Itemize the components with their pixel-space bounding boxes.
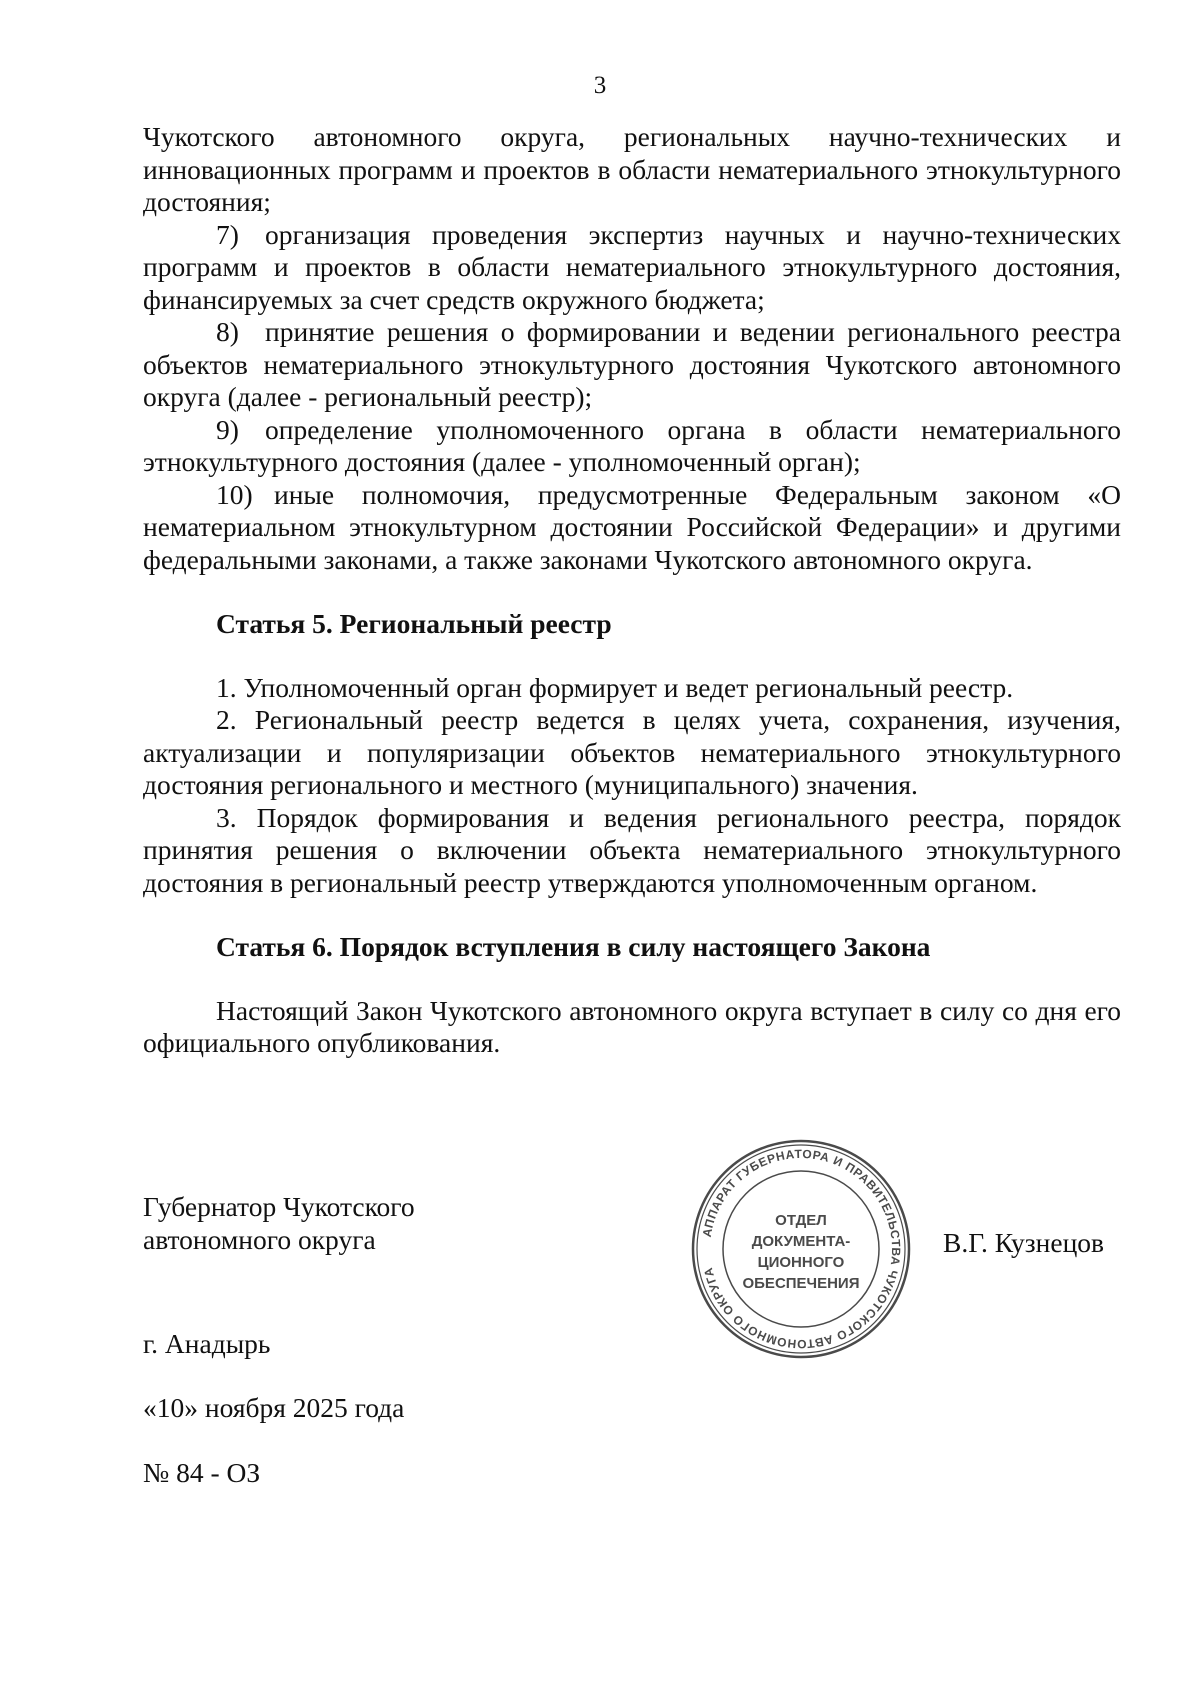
article-5-paragraph-3: 3. Порядок формирования и ведения регионального реестра, порядок принятия решения о включении объекта нематериального этнокультурного достояния в региональный реестр утверждаются уполномоченным органом. [143,801,1121,898]
document-number: № 84 - ОЗ [143,1457,261,1488]
page-number: 3 [593,72,607,99]
article-5-paragraph-1: 1. Уполномоченный орган формирует и ведет региональный реестр. [216,671,1014,703]
list-item-text: определение уполномоченного органа в области нематериального этнокультурного достояния (далее - уполномоченный орган); [143,413,1121,477]
signing-date: «10» ноября 2025 года [143,1392,405,1423]
article-6-paragraph-1: Настоящий Закон Чукотского автономного округа вступает в силу со дня его официального опубликования. [143,994,1121,1058]
stamp-line-4: ОБЕСПЕЧЕНИЯ [742,1275,860,1292]
document-body [143,121,1121,1060]
list-item-number: 7) [216,218,239,250]
article-6-heading: Статья 6. Порядок вступления в силу настоящего Закона [216,931,931,962]
continued-paragraph: Чукотского автономного округа, региональных научно-технических и инновационных программ и проектов в области нематериального этнокультурного достояния; [143,121,1121,217]
list-item-text: организация проведения экспертиз научных и научно-технических программ и проектов в области нематериального этнокультурного достояния, финансируемых за счет средств окружного бюджета; [143,218,1121,315]
list-item-10 [143,479,1121,577]
list-item-8 [143,316,1121,414]
list-item-text: принятие решения о формировании и ведении регионального реестра объектов нематериального этнокультурного достояния Чукотского автономного округа (далее - региональный реестр); [143,316,1121,412]
list-item-7 [143,219,1121,317]
list-item-number: 8) [216,316,239,347]
place-of-signing: г. Анадырь [143,1328,271,1359]
article-5-heading: Статья 5. Региональный реестр [216,608,612,639]
article-5-paragraph-2: 2. Региональный реестр ведется в целях учета, сохранения, изучения, актуализации и популяризации объектов нематериального этнокультурного достояния регионального и местного (муниципального) значения. [143,704,1121,800]
stamp-line-1: ОТДЕЛ [775,1212,827,1229]
list-item-9 [143,414,1121,479]
stamp-line-3: ЦИОННОГО [757,1254,845,1271]
stamp-line-2: ДОКУМЕНТА- [751,1233,851,1250]
signatory-name: В.Г. Кузнецов [943,1227,1105,1258]
signatory-title-line-1: Губернатор Чукотского [143,1191,415,1222]
list-item-number: 9) [216,413,239,445]
signatory-title-line-2: автономного округа [143,1224,376,1255]
official-stamp [690,1138,912,1360]
signatory-title [143,1190,415,1256]
stamp-outer-text: АППАРАТ ГУБЕРНАТОРА И ПРАВИТЕЛЬСТВА ЧУКОТСКОГО АВТОНОМНОГО ОКРУГА [699,1146,904,1352]
list-item-number: 10) [216,478,253,510]
list-item-text: иные полномочия, предусмотренные Федеральным законом «О нематериальном этнокультурном достоянии Российской Федерации» и другими федеральными законами, а также законами Чукотского автономного округа. [143,478,1121,575]
